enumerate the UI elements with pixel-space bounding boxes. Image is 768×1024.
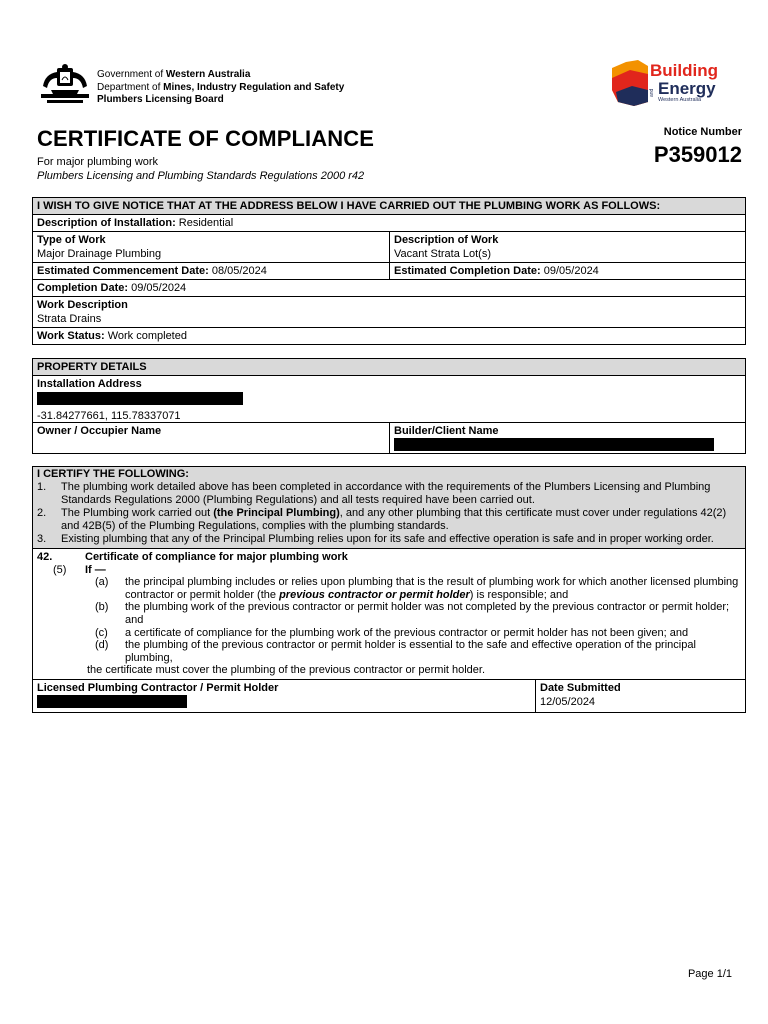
certify-list <box>33 467 745 548</box>
reg-subsection: (5) <box>53 563 67 576</box>
installation-cell <box>33 215 745 231</box>
certify-item-2-pre: The Plumbing work carried out <box>61 507 214 519</box>
address-cell <box>33 376 745 422</box>
type-of-work-value: Major Drainage Plumbing <box>37 248 162 260</box>
certify-item-text: Existing plumbing that any of the Principal Plumbing relies upon for its safe and effective operation is safe and in proper working order. <box>61 533 714 545</box>
type-of-work-label: Type of Work <box>37 234 106 246</box>
work-desc-row <box>33 296 745 327</box>
certify-heading: I CERTIFY THE FOLLOWING: <box>37 468 189 480</box>
work-status-value: Work completed <box>107 330 187 342</box>
gov-line-1-bold: Western Australia <box>165 69 251 80</box>
notice-heading-row <box>33 198 745 214</box>
status-cell <box>33 328 745 344</box>
reg-item-text: the plumbing work of the previous contractor or permit holder was not completed by the previous contractor or permit holder; and <box>125 601 730 626</box>
notice-heading: I WISH TO GIVE NOTICE THAT AT THE ADDRESS BELOW I HAVE CARRIED OUT THE PLUMBING WORK AS FOLLOWS: <box>33 198 745 214</box>
gov-line-2-bold: Mines, Industry Regulation and Safety <box>163 81 345 93</box>
reg-item-a-bold: previous contractor or permit holder <box>279 588 470 601</box>
installation-value: Residential <box>178 217 234 229</box>
owner-cell <box>33 423 389 453</box>
description-of-work-value: Vacant Strata Lot(s) <box>394 248 492 260</box>
government-heading <box>97 69 344 107</box>
reg-item-letter: (b) <box>95 601 109 614</box>
work-description-label: Work Description <box>37 299 128 311</box>
installation-row <box>33 214 745 231</box>
logo-energy-text: Energy <box>658 79 716 98</box>
gov-line-1-prefix: Government of <box>97 69 166 80</box>
est-completion-value: 09/05/2024 <box>543 265 599 277</box>
logo-building-text: Building <box>650 61 718 80</box>
work-status-label: Work Status: <box>37 330 105 342</box>
est-completion-cell <box>389 263 745 279</box>
gov-line-3 <box>97 94 344 107</box>
document-subtitle: For major plumbing work <box>37 156 159 168</box>
owner-label: Owner / Occupier Name <box>37 425 162 437</box>
certify-item-2-bold: (the Principal Plumbing) <box>213 507 340 519</box>
installation-address-label: Installation Address <box>37 378 142 390</box>
reg-number: 42. <box>37 551 53 563</box>
redacted-contractor <box>37 695 187 708</box>
logo-sub-text: Western Australia <box>658 97 702 103</box>
page-number: Page 1/1 <box>687 968 732 980</box>
certify-item-number: 2. <box>37 507 47 519</box>
document-title: CERTIFICATE OF COMPLIANCE <box>37 126 374 151</box>
certify-table <box>32 466 746 713</box>
redacted-address <box>37 392 243 405</box>
certify-item-text: The plumbing work detailed above has been completed in accordance with the requirements of the Plumbers Licensing and Plumbing Standards Regulations 2000 (Plumbing Regulations) and all tests required have been carried out. <box>61 481 711 506</box>
reg-title: Certificate of compliance for major plumbing work <box>85 551 348 563</box>
notice-number-label: Notice Number <box>663 126 742 138</box>
gov-line-1 <box>97 69 344 82</box>
completion-label: Completion Date: <box>37 282 129 294</box>
certify-item <box>37 507 741 533</box>
certify-item-text <box>61 507 741 533</box>
reg-item <box>37 639 741 664</box>
reg-item-letter: (d) <box>95 639 109 652</box>
regulation-excerpt <box>33 548 745 679</box>
work-description-value: Strata Drains <box>37 313 102 325</box>
reg-item-text: a certificate of compliance for the plumbing work of the previous contractor or permit holder has not been given; and <box>125 626 689 639</box>
builder-cell <box>389 423 745 453</box>
notice-number: P359012 <box>653 142 742 167</box>
reg-title-row <box>37 551 741 564</box>
builder-label: Builder/Client Name <box>394 425 499 437</box>
desc-cell <box>389 232 745 262</box>
commencement-cell <box>33 263 389 279</box>
reg-item-text <box>125 576 741 601</box>
certify-item-number: 1. <box>37 481 47 493</box>
reg-item <box>37 627 741 640</box>
reg-item <box>37 601 741 626</box>
work-desc-cell <box>33 297 745 327</box>
installation-label: Description of Installation: <box>37 217 176 229</box>
dates-row <box>33 262 745 279</box>
commencement-label: Estimated Commencement Date: <box>37 265 209 277</box>
completion-row <box>33 279 745 296</box>
owner-row <box>33 422 745 453</box>
building-and-energy-logo <box>608 56 748 112</box>
reg-item <box>37 576 741 601</box>
completion-cell <box>33 280 745 296</box>
gov-line-2 <box>97 82 344 95</box>
redacted-builder <box>394 438 714 451</box>
address-row <box>33 375 745 422</box>
status-row <box>33 327 745 344</box>
reg-item-a-pre: the principal plumbing includes or relies upon plumbing that is the result of plumbing work for which another licensed plumbing contractor or permit holder (the <box>125 576 739 601</box>
reg-item-letter: (a) <box>95 576 109 589</box>
property-heading: PROPERTY DETAILS <box>33 359 745 375</box>
certify-item <box>37 481 741 507</box>
date-cell <box>535 680 745 712</box>
notice-table <box>32 197 746 345</box>
wa-crest-logo <box>37 64 93 106</box>
contractor-cell <box>33 680 535 712</box>
type-cell <box>33 232 389 262</box>
property-table <box>32 358 746 454</box>
commencement-value: 08/05/2024 <box>211 265 267 277</box>
gov-line-2-prefix: Department of <box>97 81 164 93</box>
reg-tail: the certificate must cover the plumbing of the previous contractor or permit holder. <box>87 664 486 677</box>
reg-item-letter: (c) <box>95 626 108 639</box>
est-completion-label: Estimated Completion Date: <box>394 265 541 277</box>
logo-and-text: and <box>649 88 655 97</box>
contractor-row <box>33 679 745 712</box>
gov-line-3-text: Plumbers Licensing Board <box>97 94 224 105</box>
coordinates: -31.84277661, 115.78337071 <box>37 410 181 422</box>
reg-item-a-post: ) is responsible; and <box>469 588 569 601</box>
description-of-work-label: Description of Work <box>394 234 499 246</box>
certify-item <box>37 533 741 546</box>
regulation-reference: Plumbers Licensing and Plumbing Standards Regulations 2000 r42 <box>37 170 365 182</box>
certify-item-2-post: , and any other plumbing that this certificate must cover under regulations 42(2) and 42B(5) of the Plumbing Regulations, complies with the plumbing standards. <box>61 507 727 532</box>
reg-item-text: the plumbing of the previous contractor or permit holder is essential to the safe and effective operation of the principal plumbing, <box>125 639 696 664</box>
date-submitted-value: 12/05/2024 <box>540 695 596 708</box>
reg-if-row <box>37 564 741 577</box>
property-heading-row <box>33 359 745 375</box>
reg-if: If — <box>85 563 106 576</box>
type-row <box>33 231 745 262</box>
contractor-label: Licensed Plumbing Contractor / Permit Holder <box>37 681 279 694</box>
date-submitted-label: Date Submitted <box>540 681 621 694</box>
certify-item-number: 3. <box>37 533 47 545</box>
completion-value: 09/05/2024 <box>131 282 187 294</box>
